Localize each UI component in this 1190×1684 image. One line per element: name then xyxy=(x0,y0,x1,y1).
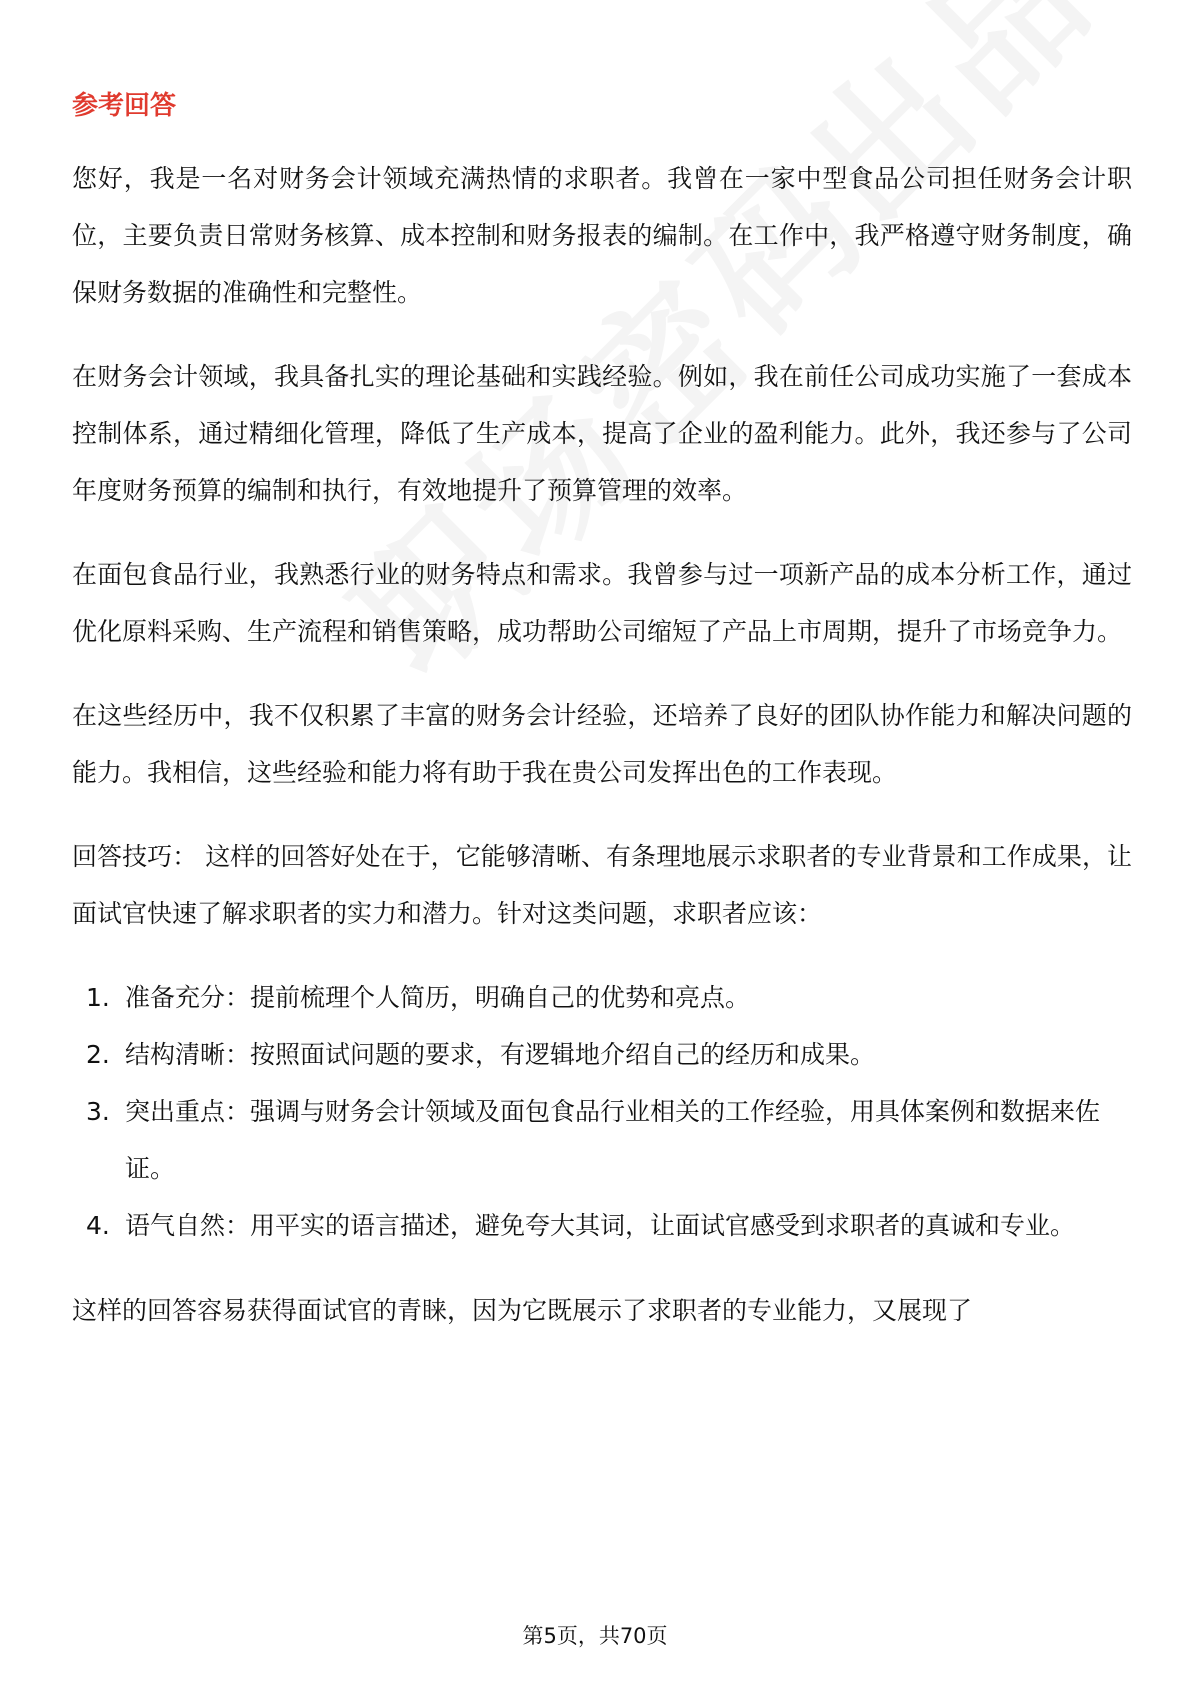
answer-paragraph-1: 您好，我是一名对财务会计领域充满热情的求职者。我曾在一家中型食品公司担任财务会计职位，主要负责日常财务核算、成本控制和财务报表的编制。在工作中，我严格遵守财务制度，确保财务数据的准确性和完整性。 xyxy=(72,164,1132,307)
list-item xyxy=(72,1026,1132,1083)
answer-paragraph-3: 在面包食品行业，我熟悉行业的财务特点和需求。我曾参与过一项新产品的成本分析工作，通过优化原料采购、生产流程和销售策略，成功帮助公司缩短了产品上市周期，提升了市场竞争力。 xyxy=(72,560,1132,646)
list-item-number: 1. xyxy=(86,983,110,1012)
list-item-number: 2. xyxy=(86,1040,110,1069)
page-number: 第5页，共70页 xyxy=(522,1624,668,1648)
answer-paragraph-2: 在财务会计领域，我具备扎实的理论基础和实践经验。例如，我在前任公司成功实施了一套成本控制体系，通过精细化管理，降低了生产成本，提高了企业的盈利能力。此外，我还参与了公司年度财务预算的编制和执行，有效地提升了预算管理的效率。 xyxy=(72,362,1132,505)
tips-intro-paragraph: 回答技巧： 这样的回答好处在于，它能够清晰、有条理地展示求职者的专业背景和工作成果，让面试官快速了解求职者的实力和潜力。针对这类问题，求职者应该： xyxy=(72,842,1132,928)
list-item-text: 准备充分：提前梳理个人简历，明确自己的优势和亮点。 xyxy=(125,983,751,1012)
list-item-number: 4. xyxy=(86,1211,110,1240)
tips-list xyxy=(72,969,1132,1254)
list-item-text: 突出重点：强调与财务会计领域及面包食品行业相关的工作经验，用具体案例和数据来佐证。 xyxy=(125,1097,1101,1183)
list-item xyxy=(72,1083,1132,1197)
list-item-number: 3. xyxy=(86,1097,110,1126)
list-item xyxy=(72,969,1132,1026)
section-heading: 参考回答 xyxy=(72,91,177,121)
list-item xyxy=(72,1197,1132,1254)
answer-paragraph-4: 在这些经历中，我不仅积累了丰富的财务会计经验，还培养了良好的团队协作能力和解决问题的能力。我相信，这些经验和能力将有助于我在贵公司发挥出色的工作表现。 xyxy=(72,701,1132,787)
list-item-text: 结构清晰：按照面试问题的要求，有逻辑地介绍自己的经历和成果。 xyxy=(125,1040,876,1069)
closing-paragraph: 这样的回答容易获得面试官的青睐，因为它既展示了求职者的专业能力，又展现了 xyxy=(72,1296,973,1325)
page-content xyxy=(72,88,1132,1366)
list-item-text: 语气自然：用平实的语言描述，避免夸大其词，让面试官感受到求职者的真诚和专业。 xyxy=(125,1211,1076,1240)
